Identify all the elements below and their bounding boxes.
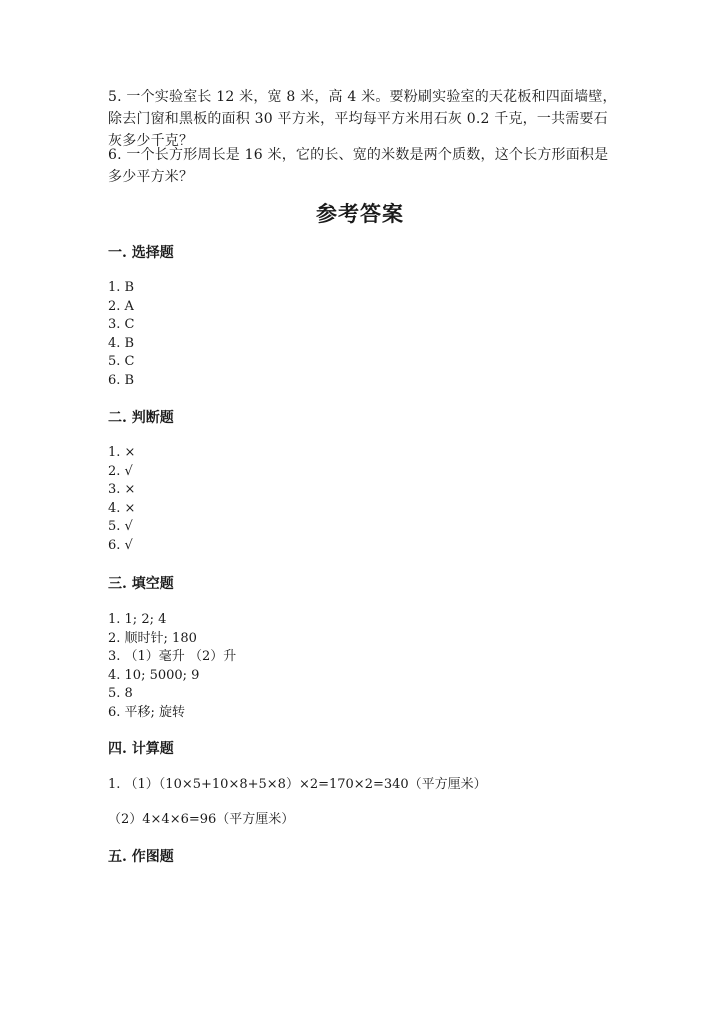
section-heading-choice: 一. 选择题 — [108, 245, 174, 261]
answer-item: 3. C — [108, 317, 135, 332]
section-heading-fill: 三. 填空题 — [108, 576, 174, 592]
answer-item: 4. B — [108, 335, 135, 351]
answer-item: 3. （1）毫升 （2）升 — [108, 649, 237, 664]
question-5: 5. 一个实验室长 12 米，宽 8 米，高 4 米。要粉刷实验室的天花板和四面墙壁，除去门窗和黑板的面积 30 平方米，平均每平方米用石灰 0.2 千克，一共需要石灰多少千克？ — [108, 89, 617, 149]
answer-item: 6. B — [108, 372, 135, 388]
answer-item: 2. √ — [108, 463, 133, 479]
question-6: 6. 一个长方形周长是 16 米，它的长、宽的米数是两个质数，这个长方形面积是多少平方米？ — [108, 147, 609, 185]
answer-item: 5. C — [108, 354, 135, 369]
fill-answers — [108, 611, 236, 722]
answer-item: 4. × — [108, 500, 136, 516]
answer-item: 4. 10; 5000; 9 — [108, 667, 200, 683]
answer-item: 1. × — [108, 445, 136, 460]
answer-item: 2. A — [108, 298, 134, 314]
choice-answers — [108, 279, 134, 390]
calc-answer-line-1: 1. （1）（10×5+10×8+5×8）×2=170×2=340（平方厘米） — [108, 777, 487, 792]
answer-item: 3. × — [108, 482, 136, 497]
answer-item: 6. √ — [108, 537, 133, 553]
answer-title: 参考答案 — [316, 201, 404, 226]
section-heading-draw: 五. 作图题 — [108, 849, 174, 865]
answer-item: 5. 8 — [108, 686, 133, 701]
section-heading-calc: 四. 计算题 — [108, 741, 174, 757]
answer-item: 6. 平移; 旋转 — [108, 704, 186, 720]
answer-item: 1. 1; 2; 4 — [108, 612, 167, 627]
judge-answers — [108, 444, 135, 555]
answer-item: 2. 顺时针; 180 — [108, 630, 197, 646]
answer-item: 1. B — [108, 280, 135, 295]
answer-item: 5. √ — [108, 519, 133, 534]
section-heading-judge: 二. 判断题 — [108, 410, 174, 426]
calc-answer-line-2: （2）4×4×6=96（平方厘米） — [108, 812, 295, 827]
